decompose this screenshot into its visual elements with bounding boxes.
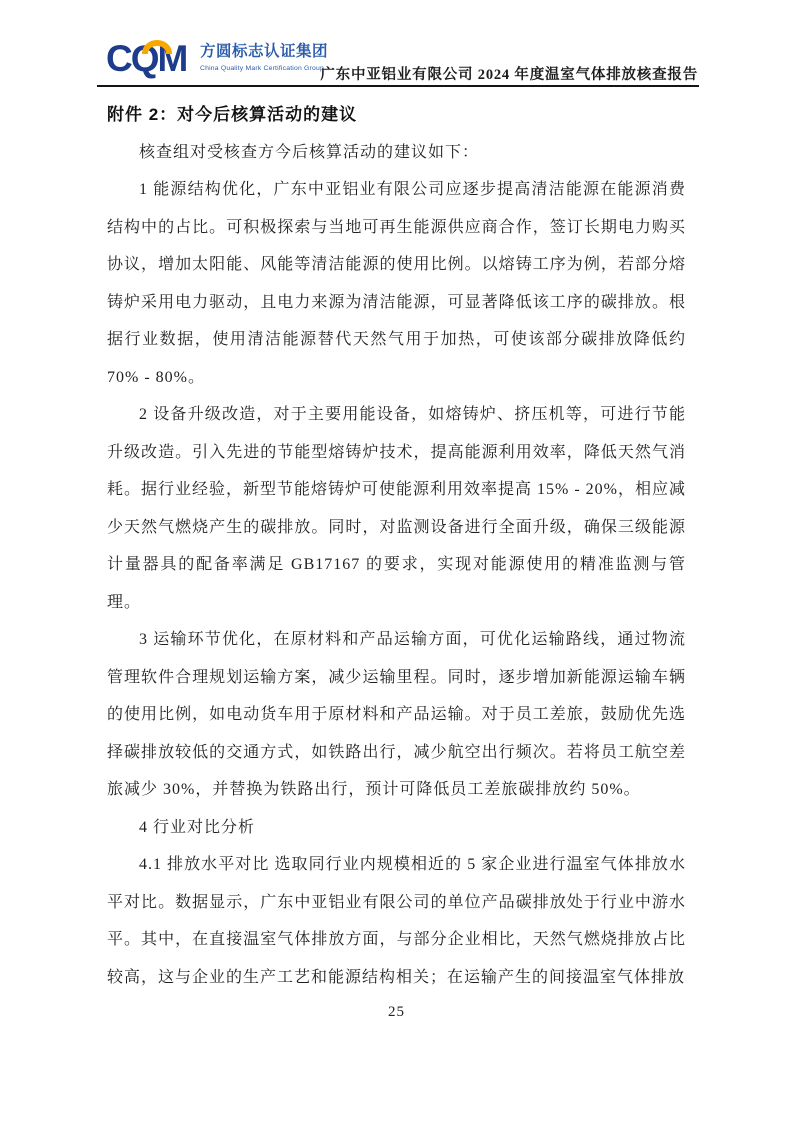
header-divider: [97, 85, 699, 87]
cqm-logo: [106, 40, 186, 77]
paragraph-transport-optimization: 3 运输环节优化，在原材料和产品运输方面，可优化运输路线，通过物流管理软件合理规划运输方案，减少运输里程。同时，逐步增加新能源运输车辆的使用比例，如电动货车用于原材料和产品运输。对于员工差旅，鼓励优先选择碳排放较低的交通方式，如铁路出行，减少航空出行频次。若将员工航空差旅减少 30%，并替换为铁路出行，预计可降低员工差旅碳排放约 50%。: [107, 631, 686, 798]
paragraph-equipment-upgrade: 2 设备升级改造，对于主要用能设备，如熔铸炉、挤压机等，可进行节能升级改造。引入先进的节能型熔铸炉技术，提高能源利用效率，降低天然气消耗。据行业经验，新型节能熔铸炉可使能源利用效率提高 15% - 20%，相应减少天然气燃烧产生的碳排放。同时，对监测设备进行全面升级，确保三级能源计量器具的配备率满足 GB17167 的要求，实现对能源使用的精准监测与管理。: [107, 406, 686, 611]
document-header: [98, 30, 698, 86]
paragraph-industry-comparison-heading: 4 行业对比分析: [139, 818, 256, 836]
report-title: 广东中亚铝业有限公司 2024 年度温室气体排放核查报告: [320, 67, 698, 83]
cqm-logo-text: CQM: [106, 38, 187, 79]
paragraph-energy-structure: 1 能源结构优化，广东中亚铝业有限公司应逐步提高清洁能源在能源消费结构中的占比。可积极探索与当地可再生能源供应商合作，签订长期电力购买协议，增加太阳能、风能等清洁能源的使用比例。以熔铸工序为例，若部分熔铸炉采用电力驱动，且电力来源为清洁能源，可显著降低该工序的碳排放。根据行业数据，使用清洁能源替代天然气用于加热，可使该部分碳排放降低约 70% - 80%。: [107, 181, 686, 386]
cqm-org-names: [200, 39, 328, 72]
document-body: [107, 96, 686, 996]
attachment-heading: 附件 2：对今后核算活动的建议: [107, 105, 358, 124]
page-number: 25: [388, 1004, 405, 1020]
org-name-english: China Quality Mark Certification Group: [200, 65, 324, 72]
paragraph-emission-level-comparison: 4.1 排放水平对比 选取同行业内规模相近的 5 家企业进行温室气体排放水平对比。数据显示，广东中亚铝业有限公司的单位产品碳排放处于行业中游水平。其中，在直接温室气体排放方面，与部分企业相比，天然气燃烧排放占比较高，这与企业的生产工艺和能源结构相关；在运输产生的间接温室气体排放: [107, 856, 686, 986]
intro-paragraph: 核查组对受核查方今后核算活动的建议如下：: [139, 143, 480, 161]
org-name-chinese: 方圆标志认证集团: [200, 43, 329, 60]
